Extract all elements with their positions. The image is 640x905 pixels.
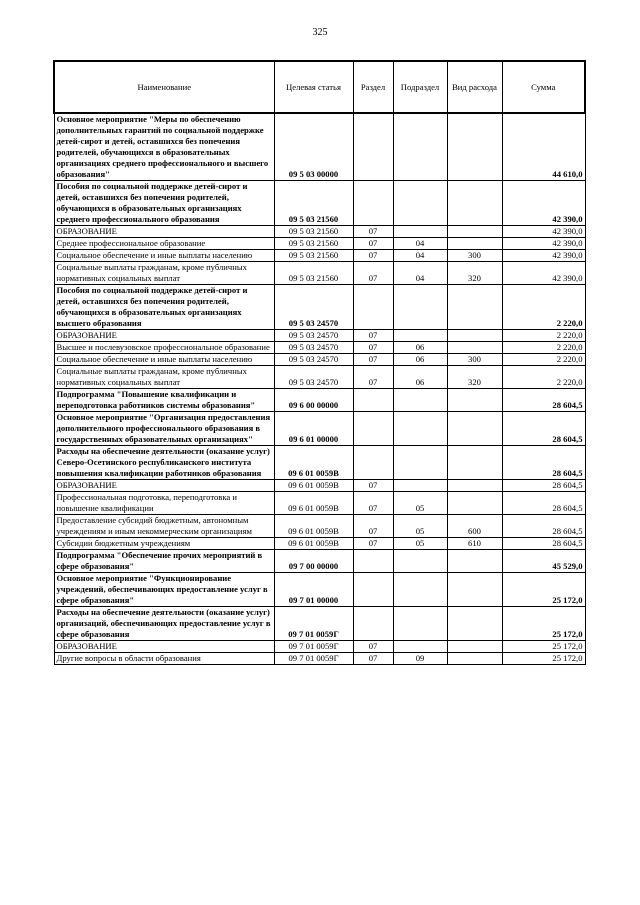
row-target: 09 6 01 00000 <box>274 412 353 446</box>
row-subsection <box>393 412 447 446</box>
table-row <box>54 238 585 250</box>
row-expense-type <box>447 653 502 665</box>
table-row <box>54 607 585 641</box>
row-section <box>353 412 393 446</box>
row-sum: 2 220,0 <box>502 366 585 389</box>
row-name: Основное мероприятие "Организация предоставления дополнительного профессионального образования в государственных образовательных организациях" <box>54 412 274 446</box>
page-number: 325 <box>312 27 328 38</box>
row-sum: 25 172,0 <box>502 653 585 665</box>
row-sum: 28 604,5 <box>502 538 585 550</box>
table-row <box>54 285 585 330</box>
row-section: 07 <box>353 641 393 653</box>
header-sum: Сумма <box>502 61 585 113</box>
row-target: 09 6 01 0059В <box>274 446 353 480</box>
row-sum: 42 390,0 <box>502 238 585 250</box>
row-name: Подпрограмма "Обеспечение прочих мероприятий в сфере образования" <box>54 550 274 573</box>
row-subsection: 06 <box>393 354 447 366</box>
row-section <box>353 285 393 330</box>
row-expense-type <box>447 226 502 238</box>
row-target: 09 7 01 0059Г <box>274 641 353 653</box>
row-expense-type <box>447 446 502 480</box>
table-row <box>54 330 585 342</box>
table-row <box>54 181 585 226</box>
row-expense-type: 600 <box>447 515 502 538</box>
row-name: Основное мероприятие "Меры по обеспечению дополнительных гарантий по социальной поддержке детей-сирот и детей, оставшихся без попечения родителей, обучающихся в образовательных организациях среднего профессионального и высшего образования" <box>54 113 274 181</box>
row-sum: 28 604,5 <box>502 412 585 446</box>
row-subsection <box>393 330 447 342</box>
row-subsection <box>393 389 447 412</box>
row-expense-type <box>447 285 502 330</box>
row-expense-type <box>447 641 502 653</box>
row-sum: 2 220,0 <box>502 342 585 354</box>
row-sum: 28 604,5 <box>502 446 585 480</box>
row-section: 07 <box>353 250 393 262</box>
row-name: Расходы на обеспечение деятельности (оказание услуг) Северо-Осетинского республиканского института повышения квалификации работников образования <box>54 446 274 480</box>
row-target: 09 5 03 24570 <box>274 330 353 342</box>
row-sum: 44 610,0 <box>502 113 585 181</box>
row-sum: 2 220,0 <box>502 330 585 342</box>
row-subsection: 05 <box>393 515 447 538</box>
table-row <box>54 354 585 366</box>
row-section: 07 <box>353 653 393 665</box>
row-name: Другие вопросы в области образования <box>54 653 274 665</box>
row-subsection <box>393 550 447 573</box>
row-name: ОБРАЗОВАНИЕ <box>54 330 274 342</box>
row-name: Среднее профессиональное образование <box>54 238 274 250</box>
row-sum: 25 172,0 <box>502 607 585 641</box>
row-target: 09 7 01 0059Г <box>274 607 353 641</box>
row-section: 07 <box>353 515 393 538</box>
table-row <box>54 226 585 238</box>
row-name: Субсидии бюджетным учреждениям <box>54 538 274 550</box>
row-target: 09 6 01 0059В <box>274 515 353 538</box>
row-expense-type: 320 <box>447 262 502 285</box>
row-subsection <box>393 607 447 641</box>
row-sum: 28 604,5 <box>502 515 585 538</box>
row-expense-type <box>447 113 502 181</box>
row-target: 09 5 03 21560 <box>274 238 353 250</box>
row-subsection <box>393 641 447 653</box>
row-subsection: 09 <box>393 653 447 665</box>
row-expense-type <box>447 238 502 250</box>
row-expense-type <box>447 342 502 354</box>
row-name: Социальные выплаты гражданам, кроме публичных нормативных социальных выплат <box>54 262 274 285</box>
table-row <box>54 446 585 480</box>
row-name: ОБРАЗОВАНИЕ <box>54 641 274 653</box>
table-row <box>54 573 585 607</box>
row-sum: 25 172,0 <box>502 573 585 607</box>
row-section: 07 <box>353 226 393 238</box>
row-expense-type: 320 <box>447 366 502 389</box>
row-expense-type <box>447 480 502 492</box>
row-subsection <box>393 480 447 492</box>
row-section: 07 <box>353 262 393 285</box>
row-subsection <box>393 181 447 226</box>
row-section <box>353 607 393 641</box>
header-expense-type: Вид расхода <box>447 61 502 113</box>
row-sum: 42 390,0 <box>502 262 585 285</box>
row-expense-type <box>447 412 502 446</box>
row-target: 09 7 00 00000 <box>274 550 353 573</box>
row-target: 09 5 03 24570 <box>274 366 353 389</box>
table-header-row <box>54 61 585 113</box>
row-name: Подпрограмма "Повышение квалификации и переподготовка работников системы образования" <box>54 389 274 412</box>
row-name: ОБРАЗОВАНИЕ <box>54 226 274 238</box>
table-row <box>54 480 585 492</box>
row-subsection: 06 <box>393 342 447 354</box>
header-subsection: Подраздел <box>393 61 447 113</box>
row-section <box>353 446 393 480</box>
row-section: 07 <box>353 238 393 250</box>
row-sum: 45 529,0 <box>502 550 585 573</box>
table-row <box>54 250 585 262</box>
header-name: Наименование <box>54 61 274 113</box>
row-subsection: 04 <box>393 262 447 285</box>
table-row <box>54 550 585 573</box>
row-name: ОБРАЗОВАНИЕ <box>54 480 274 492</box>
row-target: 09 6 01 0059В <box>274 492 353 515</box>
row-section <box>353 573 393 607</box>
table-row <box>54 366 585 389</box>
header-section: Раздел <box>353 61 393 113</box>
row-section: 07 <box>353 366 393 389</box>
row-section: 07 <box>353 538 393 550</box>
row-subsection: 05 <box>393 538 447 550</box>
row-target: 09 5 03 21560 <box>274 262 353 285</box>
row-name: Пособия по социальной поддержке детей-сирот и детей, оставшихся без попечения родителей, обучающихся в образовательных организациях среднего профессионального образования <box>54 181 274 226</box>
row-expense-type: 300 <box>447 354 502 366</box>
row-target: 09 5 03 24570 <box>274 342 353 354</box>
table-row <box>54 262 585 285</box>
row-expense-type <box>447 492 502 515</box>
row-section: 07 <box>353 330 393 342</box>
row-subsection: 05 <box>393 492 447 515</box>
row-section <box>353 113 393 181</box>
row-sum: 25 172,0 <box>502 641 585 653</box>
table-row <box>54 412 585 446</box>
budget-table <box>53 60 586 665</box>
row-target: 09 6 00 00000 <box>274 389 353 412</box>
row-sum: 2 220,0 <box>502 354 585 366</box>
row-target: 09 5 03 21560 <box>274 250 353 262</box>
row-expense-type <box>447 550 502 573</box>
row-expense-type <box>447 330 502 342</box>
table-row <box>54 641 585 653</box>
row-expense-type <box>447 573 502 607</box>
row-name: Пособия по социальной поддержке детей-сирот и детей, оставшихся без попечения родителей, обучающихся в образовательных организациях высшего образования <box>54 285 274 330</box>
row-target: 09 5 03 21560 <box>274 181 353 226</box>
row-name: Социальное обеспечение и иные выплаты населению <box>54 250 274 262</box>
row-name: Основное мероприятие "Функционирование учреждений, обеспечивающих предоставление услуг в сфере образования" <box>54 573 274 607</box>
row-section: 07 <box>353 492 393 515</box>
row-name: Социальное обеспечение и иные выплаты населению <box>54 354 274 366</box>
row-section <box>353 181 393 226</box>
table-row <box>54 492 585 515</box>
row-section: 07 <box>353 342 393 354</box>
row-section: 07 <box>353 354 393 366</box>
table-row <box>54 389 585 412</box>
row-target: 09 7 01 0059Г <box>274 653 353 665</box>
row-subsection: 04 <box>393 250 447 262</box>
header-target: Целевая статья <box>274 61 353 113</box>
row-section: 07 <box>353 480 393 492</box>
row-section <box>353 550 393 573</box>
row-sum: 42 390,0 <box>502 226 585 238</box>
table-row <box>54 653 585 665</box>
row-subsection <box>393 446 447 480</box>
row-expense-type: 610 <box>447 538 502 550</box>
row-target: 09 5 03 24570 <box>274 285 353 330</box>
row-sum: 42 390,0 <box>502 250 585 262</box>
row-target: 09 6 01 0059В <box>274 538 353 550</box>
row-name: Расходы на обеспечение деятельности (оказание услуг) организаций, обеспечивающих предоставление услуг в сфере образования <box>54 607 274 641</box>
table-row <box>54 113 585 181</box>
row-sum: 28 604,5 <box>502 480 585 492</box>
row-section <box>353 389 393 412</box>
row-target: 09 6 01 0059В <box>274 480 353 492</box>
row-sum: 2 220,0 <box>502 285 585 330</box>
row-expense-type <box>447 389 502 412</box>
row-sum: 28 604,5 <box>502 389 585 412</box>
row-expense-type: 300 <box>447 250 502 262</box>
table-row <box>54 342 585 354</box>
row-target: 09 7 01 00000 <box>274 573 353 607</box>
row-subsection <box>393 226 447 238</box>
row-target: 09 5 03 00000 <box>274 113 353 181</box>
table-row <box>54 515 585 538</box>
row-sum: 42 390,0 <box>502 181 585 226</box>
row-expense-type <box>447 607 502 641</box>
row-name: Профессиональная подготовка, переподготовка и повышение квалификации <box>54 492 274 515</box>
row-target: 09 5 03 24570 <box>274 354 353 366</box>
row-target: 09 5 03 21560 <box>274 226 353 238</box>
row-name: Предоставление субсидий бюджетным, автономным учреждениям и иным некоммерческим организациям <box>54 515 274 538</box>
table-row <box>54 538 585 550</box>
row-subsection <box>393 285 447 330</box>
row-subsection <box>393 113 447 181</box>
row-subsection <box>393 573 447 607</box>
row-sum: 28 604,5 <box>502 492 585 515</box>
row-subsection: 04 <box>393 238 447 250</box>
row-name: Социальные выплаты гражданам, кроме публичных нормативных социальных выплат <box>54 366 274 389</box>
row-name: Высшее и послевузовское профессиональное образование <box>54 342 274 354</box>
row-expense-type <box>447 181 502 226</box>
row-subsection: 06 <box>393 366 447 389</box>
